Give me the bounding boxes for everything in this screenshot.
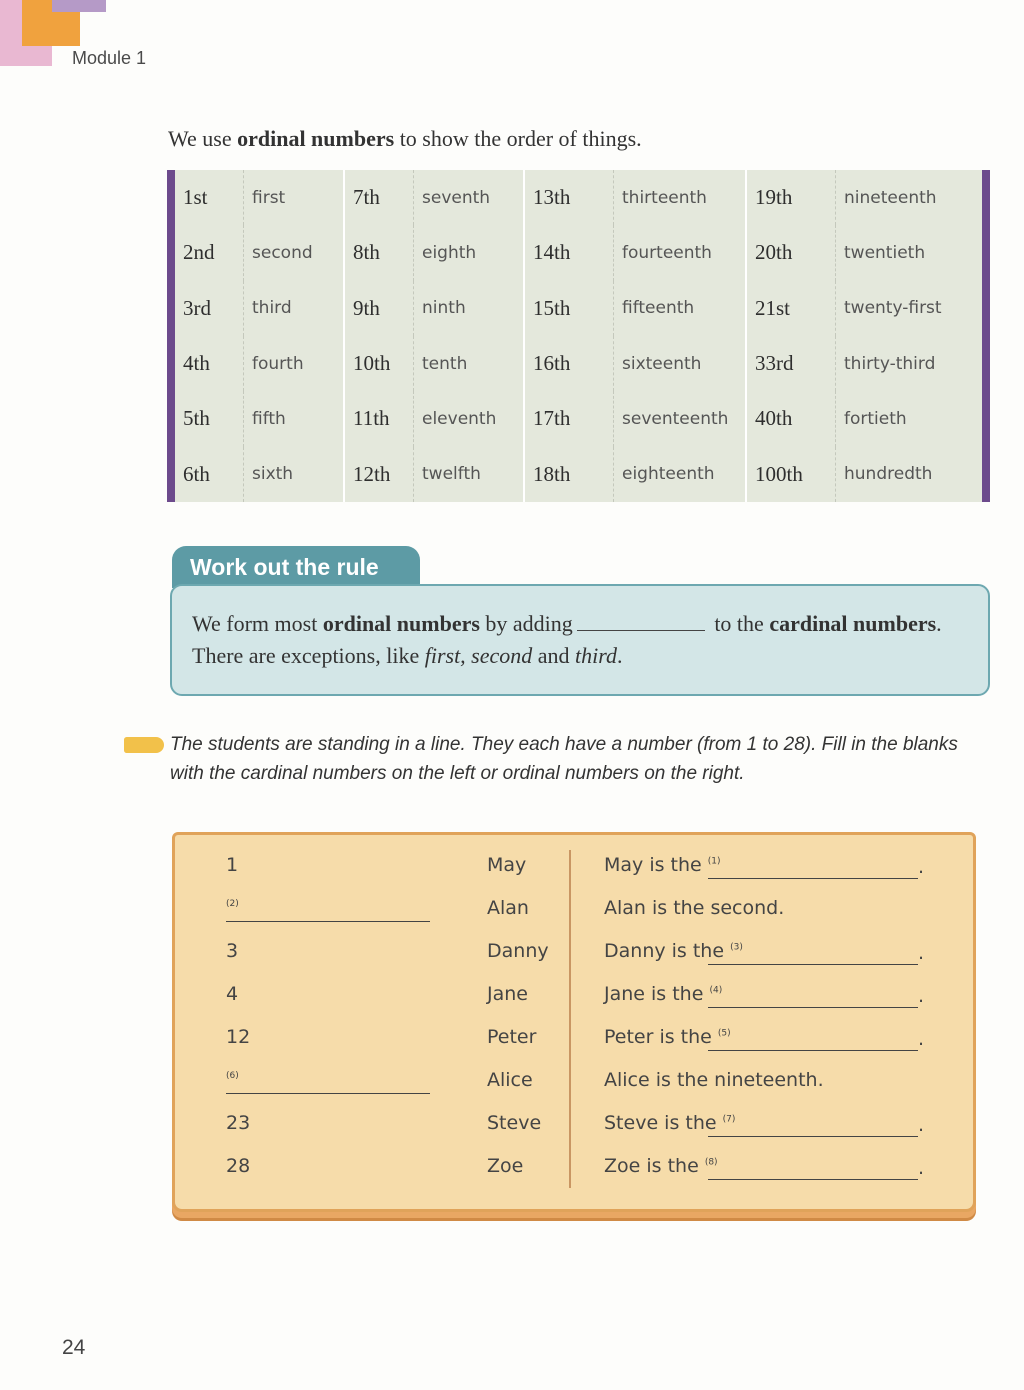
sentence-period: . [918, 1114, 925, 1136]
page-number: 24 [62, 1336, 86, 1359]
ordinal-word: twentieth [835, 225, 982, 280]
ordinal-numeral: 17th [523, 391, 613, 446]
ordinal-numeral: 11th [343, 391, 413, 446]
ordinal-blank[interactable] [708, 1050, 918, 1051]
ordinal-numeral: 21st [745, 281, 835, 336]
cardinal-number: 12 [226, 1026, 251, 1048]
book-row [0, 897, 1024, 937]
sentence-period: . [918, 1157, 925, 1179]
ordinal-sentence: Danny is the $^{(3)}$ [604, 940, 743, 962]
blank-marker: (2) [226, 899, 239, 909]
ordinal-word: second [243, 225, 343, 280]
student-name: Alan [487, 897, 529, 919]
blank-marker: (3) [730, 942, 743, 953]
sentence-period: . [918, 1028, 925, 1050]
student-name: Jane [487, 983, 528, 1005]
ordinal-word: third [243, 281, 343, 336]
ordinal-numeral: 1st [183, 185, 208, 210]
cardinal-number: 28 [226, 1155, 251, 1177]
ordinal-sentence: Steve is the $^{(7)}$ [604, 1112, 736, 1134]
student-name: May [487, 854, 527, 876]
sentence-period: . [918, 942, 925, 964]
ordinal-word: fourth [243, 336, 343, 391]
book-row [0, 983, 1024, 1023]
ordinal-word: seventeenth [613, 391, 745, 446]
blank-marker: (6) [226, 1071, 239, 1081]
blank-marker: (1) [707, 856, 721, 867]
ordinal-word: thirty-third [835, 336, 982, 391]
ordinal-blank[interactable] [708, 1179, 918, 1180]
ordinal-numeral: 2nd [183, 240, 215, 265]
ordinal-word: sixteenth [613, 336, 745, 391]
book-row [0, 854, 1024, 894]
sentence-period: . [918, 985, 925, 1007]
ordinal-numeral: 6th [183, 461, 210, 486]
ordinal-blank[interactable] [708, 1007, 918, 1008]
ordinal-numeral: 14th [523, 225, 613, 280]
ordinal-word: fifteenth [613, 281, 745, 336]
ordinal-word: eighth [413, 225, 523, 280]
rule-blank[interactable] [577, 612, 705, 631]
ordinal-numeral: 100th [745, 447, 835, 502]
student-name: Zoe [487, 1155, 524, 1177]
ordinal-numeral: 33rd [745, 336, 835, 391]
ordinal-numeral: 4th [183, 351, 210, 376]
rule-title: Work out the rule [172, 546, 420, 588]
book-row [0, 1069, 1024, 1109]
sentence-period: . [918, 856, 925, 878]
rule-box: We form most ordinal numbers by adding to the cardinal numbers. There are exceptions, like first, second and third. [170, 584, 990, 696]
ordinal-numeral: 7th [343, 170, 413, 225]
ordinal-blank[interactable] [708, 878, 918, 879]
blank-marker: (7) [722, 1114, 736, 1125]
ordinal-numbers-table [167, 170, 990, 502]
cardinal-blank[interactable] [226, 921, 430, 922]
ordinal-word: fortieth [835, 391, 982, 446]
blank-marker: (5) [717, 1028, 731, 1039]
student-name: Peter [487, 1026, 537, 1048]
ordinal-numeral: 19th [745, 170, 835, 225]
ordinal-sentence: Alan is the second. [604, 897, 785, 919]
book-row [0, 1112, 1024, 1152]
intro-sentence: We use ordinal numbers to show the order of things. [168, 126, 642, 151]
ordinal-word: first [243, 170, 343, 225]
ordinal-numeral: 3rd [183, 295, 211, 320]
ordinal-numeral: 5th [183, 406, 210, 431]
cardinal-number: 23 [226, 1112, 251, 1134]
book-row [0, 940, 1024, 980]
blank-marker: (4) [709, 985, 723, 996]
ordinal-sentence: Alice is the nineteenth. [604, 1069, 824, 1091]
ordinal-word: twelfth [413, 447, 523, 502]
ordinal-word: hundredth [835, 447, 982, 502]
ordinal-numeral: 40th [745, 391, 835, 446]
ordinal-numeral: 9th [343, 281, 413, 336]
ordinal-numeral: 10th [343, 336, 413, 391]
blank-marker: (8) [704, 1157, 718, 1168]
student-name: Steve [487, 1112, 542, 1134]
ordinal-blank[interactable] [708, 964, 918, 965]
exercise-instructions: The students are standing in a line. They each have a number (from 1 to 28). Fill in the blanks with the cardinal numbers on the left or ordinal numbers on the right. [170, 734, 958, 784]
cardinal-number: 1 [226, 854, 239, 876]
cardinal-number: 4 [226, 983, 239, 1005]
module-label: Module 1 [72, 48, 147, 68]
cardinal-blank[interactable] [226, 1093, 430, 1094]
ordinal-word: thirteenth [613, 170, 745, 225]
book-row [0, 1155, 1024, 1195]
ordinal-sentence: Zoe is the $^{(8)}$ [604, 1155, 718, 1177]
task-bullet-icon [124, 737, 164, 753]
ordinal-numeral: 18th [523, 447, 613, 502]
ordinal-numeral: 8th [343, 225, 413, 280]
ordinal-numeral: 13th [523, 170, 613, 225]
ordinal-numeral: 15th [523, 281, 613, 336]
student-name: Danny [487, 940, 549, 962]
ordinal-word: fifth [243, 391, 343, 446]
ordinal-word: fourteenth [613, 225, 745, 280]
cardinal-number: 3 [226, 940, 239, 962]
ordinal-word: twenty-first [835, 281, 982, 336]
corner-decoration-purple [52, 0, 106, 12]
ordinal-word: ninth [413, 281, 523, 336]
ordinal-word: tenth [413, 336, 523, 391]
ordinal-word: seventh [413, 170, 523, 225]
ordinal-word: eighteenth [613, 447, 745, 502]
ordinal-blank[interactable] [708, 1136, 918, 1137]
student-name: Alice [487, 1069, 533, 1091]
ordinal-numeral: 20th [745, 225, 835, 280]
ordinal-numeral: 16th [523, 336, 613, 391]
ordinal-sentence: May is the $^{(1)}$ [604, 854, 721, 876]
ordinal-word: nineteenth [835, 170, 982, 225]
ordinal-word: sixth [243, 447, 343, 502]
ordinal-word: eleventh [413, 391, 523, 446]
ordinal-sentence: Jane is the $^{(4)}$ [604, 983, 723, 1005]
ordinal-sentence: Peter is the $^{(5)}$ [604, 1026, 731, 1048]
ordinal-numeral: 12th [343, 447, 413, 502]
book-row [0, 1026, 1024, 1066]
